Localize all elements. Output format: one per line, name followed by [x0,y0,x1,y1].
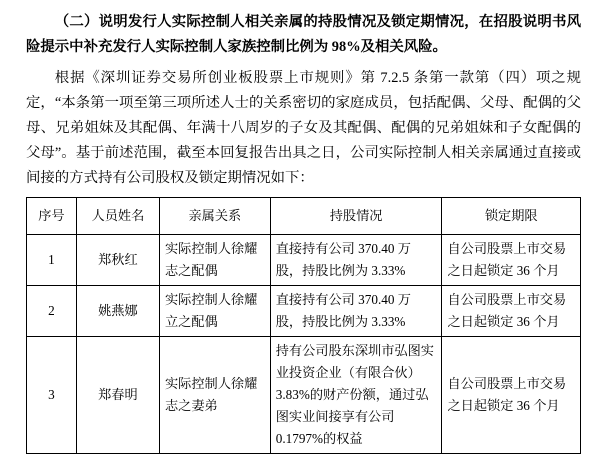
cell-name: 郑秋红 [76,235,159,286]
cell-index: 3 [27,337,77,454]
cell-index: 1 [27,235,77,286]
table-row [27,235,581,286]
section-heading: （二）说明发行人实际控制人相关亲属的持股情况及锁定期情况，在招股说明书风险提示中补充发行人实际控制人家族控制比例为 98%及相关风险。 [26,14,581,55]
cell-name: 郑春明 [76,337,159,454]
table-header-holding: 持股情况 [270,198,442,235]
holding-table [26,197,581,454]
cell-relation: 实际控制人徐耀立之配偶 [159,286,270,337]
table-row [27,286,581,337]
body-paragraph: 根据《深圳证券交易所创业板股票上市规则》第 7.2.5 条第一款第（四）项之规定，“本条第一项至第三项所述人士的关系密切的家庭成员，包括配偶、父母、配偶的父母、兄弟姐妹及其配偶、年满十八周岁的子女及其配偶、配偶的兄弟姐妹和子女配偶的父母”。基于前述范围，截至本回复报告出具之日，公司实际控制人相关亲属通过直接或间接的方式持有公司股权及锁定期情况如下： [26,70,581,186]
cell-lockup: 自公司股票上市交易之日起锁定 36 个月 [442,337,581,454]
cell-holding: 直接持有公司 370.40 万股，持股比例为 3.33% [270,235,442,286]
table-header-index: 序号 [27,198,77,235]
cell-holding: 直接持有公司 370.40 万股，持股比例为 3.33% [270,286,442,337]
cell-name: 姚燕娜 [76,286,159,337]
cell-lockup: 自公司股票上市交易之日起锁定 36 个月 [442,235,581,286]
cell-relation: 实际控制人徐耀志之妻弟 [159,337,270,454]
cell-holding: 持有公司股东深圳市弘图实业投资企业（有限合伙）3.83%的财产份额，通过弘图实业间接享有公司 0.1797%的权益 [270,337,442,454]
cell-lockup: 自公司股票上市交易之日起锁定 36 个月 [442,286,581,337]
cell-index: 2 [27,286,77,337]
table-header-name: 人员姓名 [76,198,159,235]
table-header-lockup: 锁定期限 [442,198,581,235]
table-row [27,337,581,454]
cell-relation: 实际控制人徐耀志之配偶 [159,235,270,286]
table-header-relation: 亲属关系 [159,198,270,235]
table-header-row [27,198,581,235]
